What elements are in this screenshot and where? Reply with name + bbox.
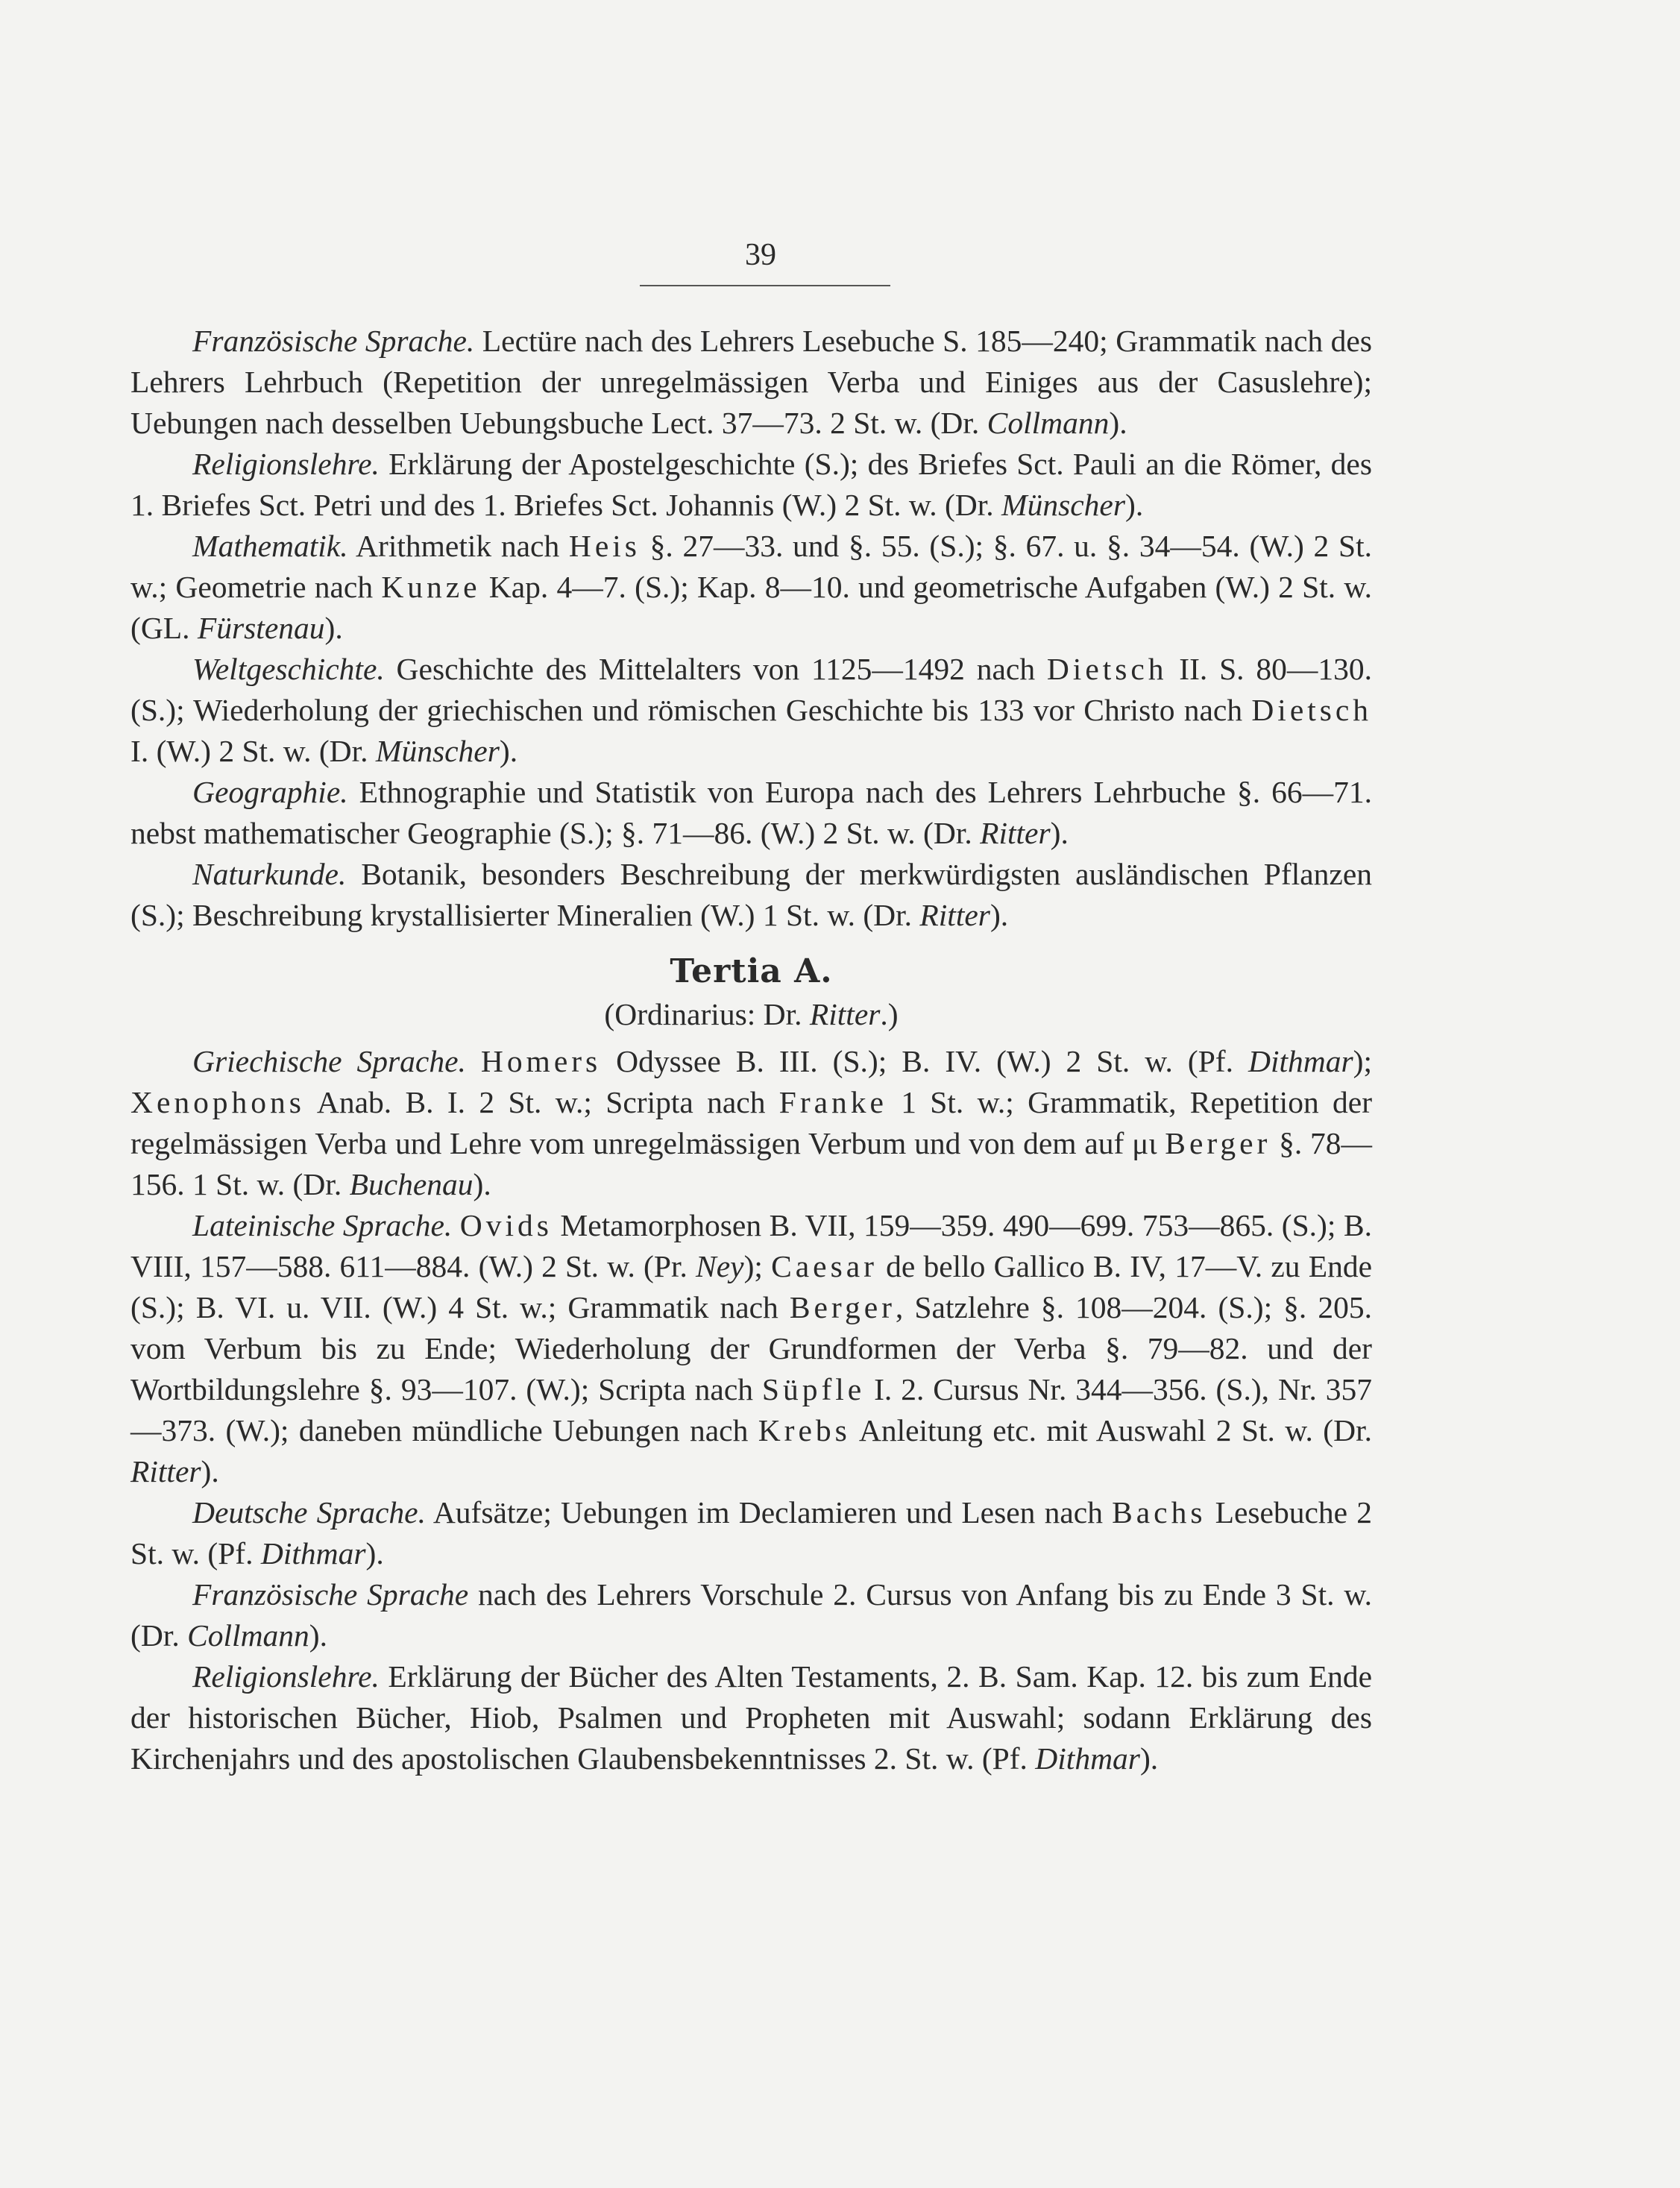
paragraph-text: §. 27—33. und §. 55. (S.); §. 67. u. §. 34—54. (W.) 2 St. w.; Geometrie nach xyxy=(130,529,1372,604)
paragraph-text: Lesebuche 2 St. w. (Pf. xyxy=(130,1495,1372,1571)
section-subtitle-prefix: (Ordinarius: Dr. xyxy=(604,997,810,1031)
subject-heading: Griechische Sprache. xyxy=(192,1044,466,1078)
paragraph-text: ); xyxy=(743,1249,772,1283)
author-name: Berger xyxy=(1165,1126,1271,1160)
paragraph-text xyxy=(466,1044,481,1078)
section-subtitle-suffix: .) xyxy=(880,997,899,1031)
paragraph-text: , Satzlehre §. 108—204. (S.); §. 205. vom Verbum bis zu Ende; Wiederholung der Grundformen der Verba §. 79—82. und der Wortbildungslehre §. 93—107. (W.); Scripta nach xyxy=(130,1290,1372,1406)
subject-heading: Geographie. xyxy=(192,775,348,809)
author-name: Dietsch xyxy=(1251,693,1372,727)
author-name: Bachs xyxy=(1112,1495,1206,1530)
paragraph-text: I. 2. Cursus Nr. 344—356. (S.), Nr. 357—373. (W.); daneben mündliche Uebungen nach xyxy=(130,1372,1372,1447)
paragraph-text: II. S. 80—130. (S.); Wiederholung der griechischen und römischen Geschichte bis 133 vor Christo nach xyxy=(130,652,1372,727)
paragraph-text: Geschichte des Mittelalters von 1125—1492 nach xyxy=(384,652,1047,686)
paragraph-text: ). xyxy=(324,611,343,645)
section-subtitle xyxy=(130,994,1372,1035)
subject-heading: Religionslehre. xyxy=(192,1659,380,1694)
paragraph-text: Kap. 4—7. (S.); Kap. 8—10. und geometrische Aufgaben (W.) 2 St. w. (GL. xyxy=(130,570,1372,645)
paragraph-weltgeschichte xyxy=(130,649,1372,772)
page-body xyxy=(130,321,1372,1779)
teacher-name: Dithmar xyxy=(1248,1044,1353,1078)
paragraph-text: Erklärung der Apostelgeschichte (S.); des Briefes Sct. Pauli an die Römer, des 1. Briefes Sct. Petri und des 1. Briefes Sct. Johannis (W.) 2 St. w. (Dr. xyxy=(130,447,1372,522)
paragraph-text: nach des Lehrers Vorschule 2. Cursus von Anfang bis zu Ende 3 St. w. (Dr. xyxy=(130,1577,1373,1653)
teacher-name: Ney xyxy=(696,1249,744,1283)
subject-heading: Naturkunde. xyxy=(192,857,347,891)
teacher-name: Dithmar xyxy=(1035,1741,1140,1776)
subject-heading: Deutsche Sprache. xyxy=(192,1495,426,1530)
paragraph-text: Odyssee B. III. (S.); B. IV. (W.) 2 St. w. (Pf. xyxy=(601,1044,1248,1078)
author-name: Xenophons xyxy=(130,1085,305,1119)
subject-heading: Mathematik. xyxy=(192,529,348,563)
paragraph-text: Erklärung der Bücher des Alten Testaments, 2. B. Sam. Kap. 12. bis zum Ende der historischen Bücher, Hiob, Psalmen und Propheten mit Auswahl; sodann Erklärung des Kirchenjahrs und des apostolischen Glaubensbekenntnisses 2. St. w. (Pf. xyxy=(130,1659,1372,1776)
paragraph-text: ). xyxy=(201,1454,219,1488)
teacher-name: Münscher xyxy=(1001,488,1125,522)
paragraph-text: Arithmetik nach xyxy=(347,529,569,563)
paragraph-religion-1 xyxy=(130,444,1372,526)
paragraph-naturkunde xyxy=(130,854,1372,936)
page-number-rule xyxy=(640,285,890,286)
author-name: Homers xyxy=(480,1044,602,1078)
teacher-name: Buchenau xyxy=(349,1167,474,1201)
teacher-name: Fürstenau xyxy=(197,611,325,645)
section-title: Tertia A. xyxy=(670,952,833,990)
author-name: Dietsch xyxy=(1046,652,1168,686)
paragraph-text: 1 St. w.; Grammatik, Repetition der regelmässigen Verba und Lehre vom unregelmässigen Verbum und von dem auf μι xyxy=(130,1085,1373,1160)
author-name: Süpfle xyxy=(761,1372,866,1406)
paragraph-text: ). xyxy=(1125,488,1144,522)
subject-heading: Religionslehre. xyxy=(192,447,380,481)
paragraph-text: ); xyxy=(1353,1044,1372,1078)
teacher-name: Münscher xyxy=(375,734,500,768)
paragraph-text: Metamorphosen B. VII, 159—359. 490—699. 753—865. (S.); B. VIII, 157—588. 611—884. (W.) 2 St. w. (Pr. xyxy=(130,1208,1372,1283)
paragraph-text: de bello Gallico B. IV, 17—V. zu Ende (S.); B. VI. u. VII. (W.) 4 St. w.; Grammatik nach xyxy=(130,1249,1372,1324)
paragraph-text: ). xyxy=(1050,816,1069,850)
ordinarius-name: Ritter xyxy=(809,997,881,1031)
teacher-name: Collmann xyxy=(987,406,1110,440)
teacher-name: Ritter xyxy=(130,1454,201,1488)
author-name: Krebs xyxy=(758,1413,851,1447)
paragraph-text: Botanik, besonders Beschreibung der merkwürdigsten ausländischen Pflanzen (S.); Beschreibung krystallisierter Mineralien (W.) 1 St. w. (Dr. xyxy=(130,857,1372,932)
teacher-name: Dithmar xyxy=(260,1536,366,1571)
paragraph-text: I. (W.) 2 St. w. (Dr. xyxy=(130,734,376,768)
paragraph-franzoesisch-1 xyxy=(130,321,1372,444)
author-name: Caesar xyxy=(771,1249,878,1283)
teacher-name: Collmann xyxy=(187,1618,309,1653)
paragraph-text: §. 78—156. 1 St. w. (Dr. xyxy=(130,1126,1373,1201)
paragraph-text: Anleitung etc. mit Auswahl 2 St. w. (Dr. xyxy=(850,1413,1372,1447)
paragraph-religion-2 xyxy=(130,1656,1372,1779)
paragraph-text: ). xyxy=(1139,1741,1159,1776)
teacher-name: Ritter xyxy=(980,816,1051,850)
paragraph-text: ). xyxy=(1109,406,1127,440)
paragraph-text xyxy=(452,1208,460,1242)
paragraph-text: Lectüre nach des Lehrers Lesebuche S. 185—240; Grammatik nach des Lehrers Lehrbuch (Repetition der unregelmässigen Verba und Einiges aus der Casuslehre); Uebungen nach desselben Uebungsbuche Lect. 37—73. 2 St. w. (Dr. xyxy=(130,324,1373,440)
paragraph-griechisch xyxy=(130,1041,1372,1205)
author-name: Berger xyxy=(789,1290,896,1324)
page-number: 39 xyxy=(745,238,776,272)
author-name: Ovids xyxy=(459,1208,553,1242)
paragraph-text: ). xyxy=(309,1618,327,1653)
subject-heading: Französische Sprache xyxy=(192,1577,469,1612)
paragraph-text: Ethnographie und Statistik von Europa nach des Lehrers Lehrbuche §. 66—71. nebst mathematischer Geographie (S.); §. 71—86. (W.) 2 St. w. (Dr. xyxy=(130,775,1372,850)
paragraph-deutsch xyxy=(130,1492,1372,1574)
paragraph-text: Anab. B. I. 2 St. w.; Scripta nach xyxy=(304,1085,779,1119)
paragraph-text: ). xyxy=(990,898,1009,932)
paragraph-text: ). xyxy=(473,1167,491,1201)
paragraph-text: ). xyxy=(499,734,518,768)
author-name: Kunze xyxy=(381,570,481,604)
author-name: Franke xyxy=(778,1085,887,1119)
teacher-name: Ritter xyxy=(919,898,990,932)
paragraph-text: ). xyxy=(365,1536,384,1571)
paragraph-geographie xyxy=(130,772,1372,854)
subject-heading: Weltgeschichte. xyxy=(192,652,385,686)
paragraph-lateinisch xyxy=(130,1205,1372,1492)
author-name: Heis xyxy=(568,529,641,563)
paragraph-mathematik xyxy=(130,526,1372,649)
subject-heading: Lateinische Sprache. xyxy=(192,1208,453,1242)
paragraph-franzoesisch-2 xyxy=(130,1574,1372,1656)
paragraph-text: Aufsätze; Uebungen im Declamieren und Lesen nach xyxy=(425,1495,1113,1530)
subject-heading: Französische Sprache. xyxy=(192,324,475,358)
